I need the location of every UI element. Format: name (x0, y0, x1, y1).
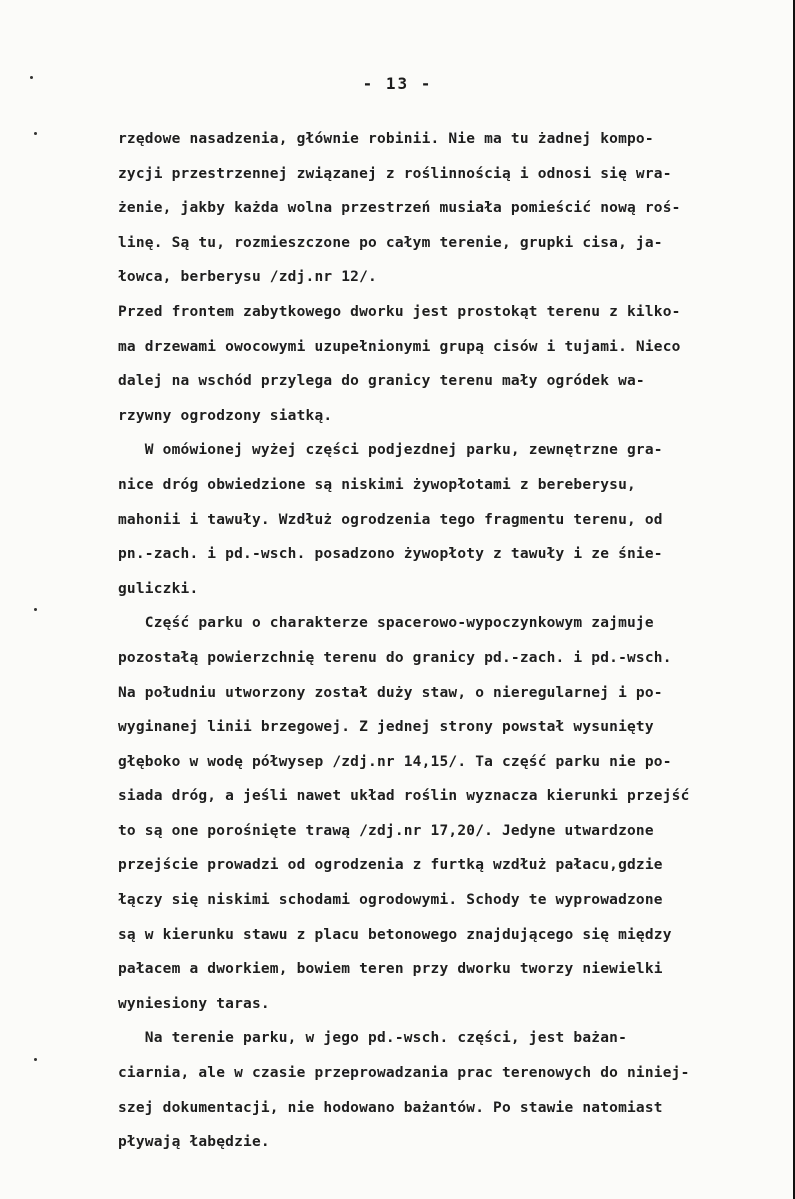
text-line: nice dróg obwiedzione są niskimi żywopłotami z bereberysu, (118, 476, 636, 493)
text-line: przejście prowadzi od ogrodzenia z furtką wzdłuż pałacu,gdzie (118, 857, 663, 874)
text-line: pałacem a dworkiem, bowiem teren przy dworku tworzy niewielki (118, 961, 663, 978)
text-line: mahonii i tawuły. Wzdłuż ogrodzenia tego fragmentu terenu, od (118, 511, 663, 528)
text-line: rzędowe nasadzenia, głównie robinii. Nie ma tu żadnej kompo- (118, 131, 654, 147)
text-line: to są one porośnięte trawą /zdj.nr 17,20/. Jedyne utwardzone (118, 822, 654, 839)
text-line: rzywny ogrodzony siatką. (118, 407, 333, 424)
text-line: żenie, jakby każda wolna przestrzeń musiała pomieścić nową roś- (118, 200, 681, 217)
page-number: - 13 - (362, 74, 433, 93)
margin-mark (34, 608, 37, 611)
text-line: siada dróg, a jeśli nawet układ roślin wyznacza kierunki przejść (118, 788, 690, 805)
text-line: zycji przestrzennej związanej z roślinnością i odnosi się wra- (118, 165, 672, 182)
text-line: Na terenie parku, w jego pd.-wsch. części, jest bażan- (118, 1030, 627, 1047)
text-line: wyniesiony taras. (118, 995, 270, 1012)
text-line: pozostałą powierzchnię terenu do granicy pd.-zach. i pd.-wsch. (118, 649, 672, 666)
text-line: guliczki. (118, 580, 199, 597)
body-text (118, 122, 778, 1160)
text-line: łączy się niskimi schodami ogrodowymi. Schody te wyprowadzone (118, 892, 663, 909)
text-line: pn.-zach. i pd.-wsch. posadzono żywopłoty z tawuły i ze śnie- (118, 546, 663, 563)
text-line: szej dokumentacji, nie hodowano bażantów. Po stawie natomiast (118, 1099, 663, 1116)
text-line: pływają łabędzie. (118, 1134, 270, 1151)
text-line: Część parku o charakterze spacerowo-wypoczynkowym zajmuje (118, 615, 654, 632)
text-line: ma drzewami owocowymi uzupełnionymi grupą cisów i tujami. Nieco (118, 338, 681, 355)
margin-mark (34, 1058, 37, 1061)
text-line: dalej na wschód przylega do granicy terenu mały ogródek wa- (118, 373, 645, 390)
text-line: łowca, berberysu /zdj.nr 12/. (118, 269, 377, 286)
text-line: linę. Są tu, rozmieszczone po całym terenie, grupki cisa, ja- (118, 234, 663, 251)
text-line: są w kierunku stawu z placu betonowego znajdującego się między (118, 926, 672, 943)
text-line: ciarnia, ale w czasie przeprowadzania prac terenowych do niniej- (118, 1065, 690, 1082)
margin-mark (34, 132, 37, 135)
text-line: Na południu utworzony został duży staw, o nieregularnej i po- (118, 684, 663, 701)
text-line: Przed frontem zabytkowego dworku jest prostokąt terenu z kilko- (118, 303, 681, 320)
text-line: wyginanej linii brzegowej. Z jednej strony powstał wysunięty (118, 719, 654, 736)
text-line: W omówionej wyżej części podjezdnej parku, zewnętrzne gra- (118, 442, 663, 459)
text-line: głęboko w wodę półwysep /zdj.nr 14,15/. Ta część parku nie po- (118, 753, 672, 770)
